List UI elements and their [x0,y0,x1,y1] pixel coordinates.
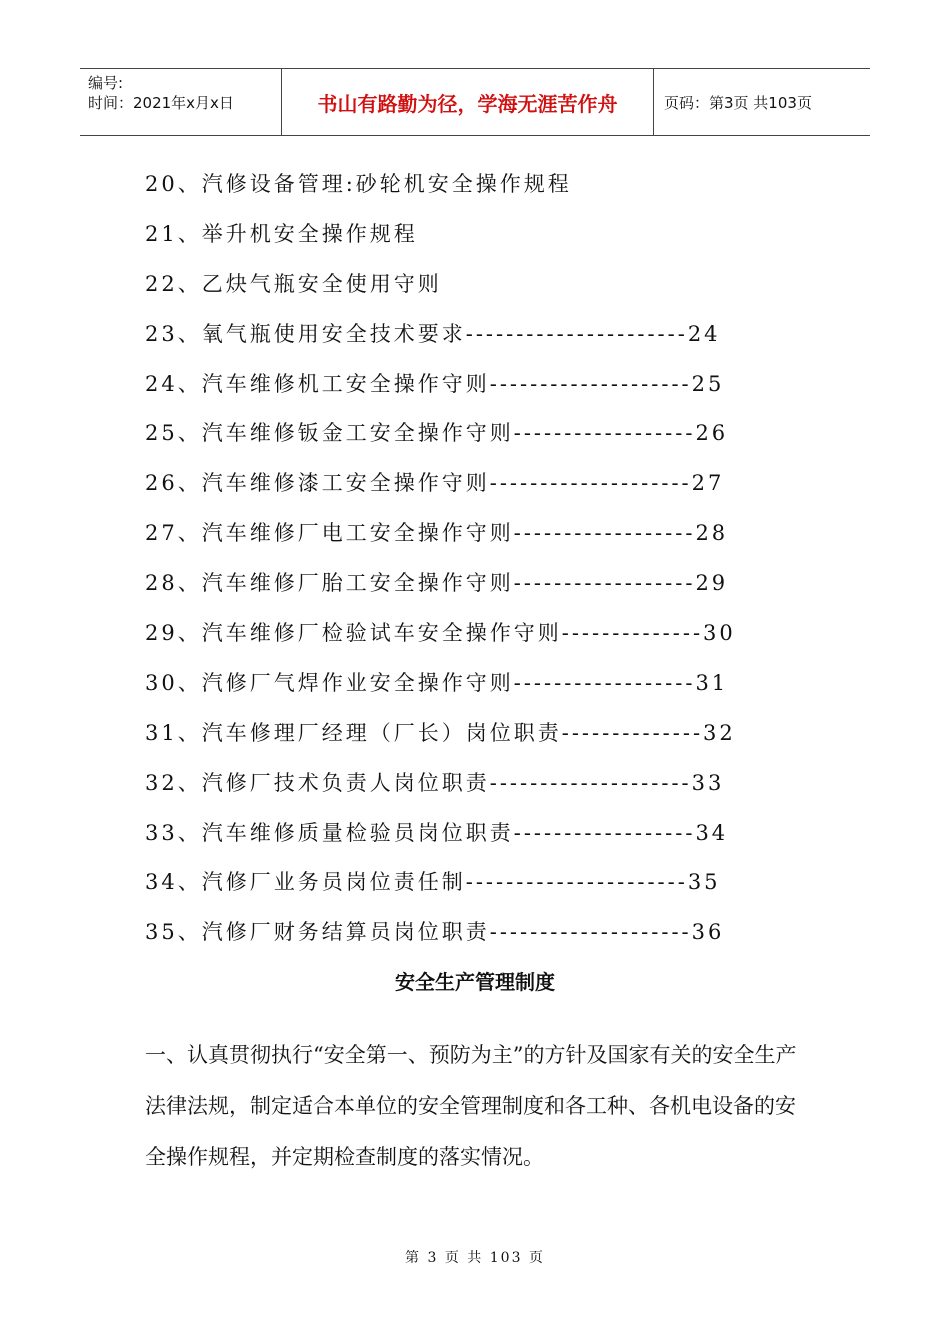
header-page-info: 页码：第3页 共103页 [664,93,812,112]
time-label: 时间：2021年x月x日 [88,94,234,112]
toc-item: 30、汽修厂气焊作业安全操作守则------------------31 [145,670,729,695]
toc-item: 35、汽修厂财务结算员岗位职责--------------------36 [145,920,725,945]
toc-item: 21、举升机安全操作规程 [145,221,418,246]
page-footer: 第 3 页 共 103 页 [405,1250,545,1266]
toc-item: 28、汽车维修厂胎工安全操作守则------------------29 [145,571,729,596]
toc-item: 29、汽车维修厂检验试车安全操作守则--------------30 [145,621,736,646]
body-paragraph: 一、认真贯彻执行“安全第一、预防为主”的方针及国家有关的安全生产法律法规，制定适合本单位的安全管理制度和各工种、各机电设备的安全操作规程，并定期检查制度的落实情况。 [145,1043,797,1169]
toc-item: 25、汽车维修钣金工安全操作守则------------------26 [145,421,729,446]
header-motto: 书山有路勤为径，学海无涯苦作舟 [282,69,654,135]
toc-item: 26、汽车维修漆工安全操作守则--------------------27 [145,471,725,496]
section-title: 安全生产管理制度 [395,970,555,994]
toc-item: 23、氧气瓶使用安全技术要求----------------------24 [145,321,721,346]
toc-item: 20、汽修设备管理:砂轮机安全操作规程 [145,172,572,196]
header-meta [80,69,282,135]
table-of-contents [145,162,805,960]
number-label: 编号: [88,74,124,92]
toc-item: 24、汽车维修机工安全操作守则--------------------25 [145,371,725,396]
toc-item: 27、汽车维修厂电工安全操作守则------------------28 [145,521,729,546]
toc-item: 32、汽修厂技术负责人岗位职责--------------------33 [145,770,725,795]
toc-item: 31、汽车修理厂经理（厂长）岗位职责--------------32 [145,720,736,745]
toc-item: 22、乙炔气瓶安全使用守则 [145,271,442,296]
toc-item: 33、汽车维修质量检验员岗位职责------------------34 [145,820,729,845]
page-header [80,68,870,136]
toc-item: 34、汽修厂业务员岗位责任制----------------------35 [145,870,721,895]
